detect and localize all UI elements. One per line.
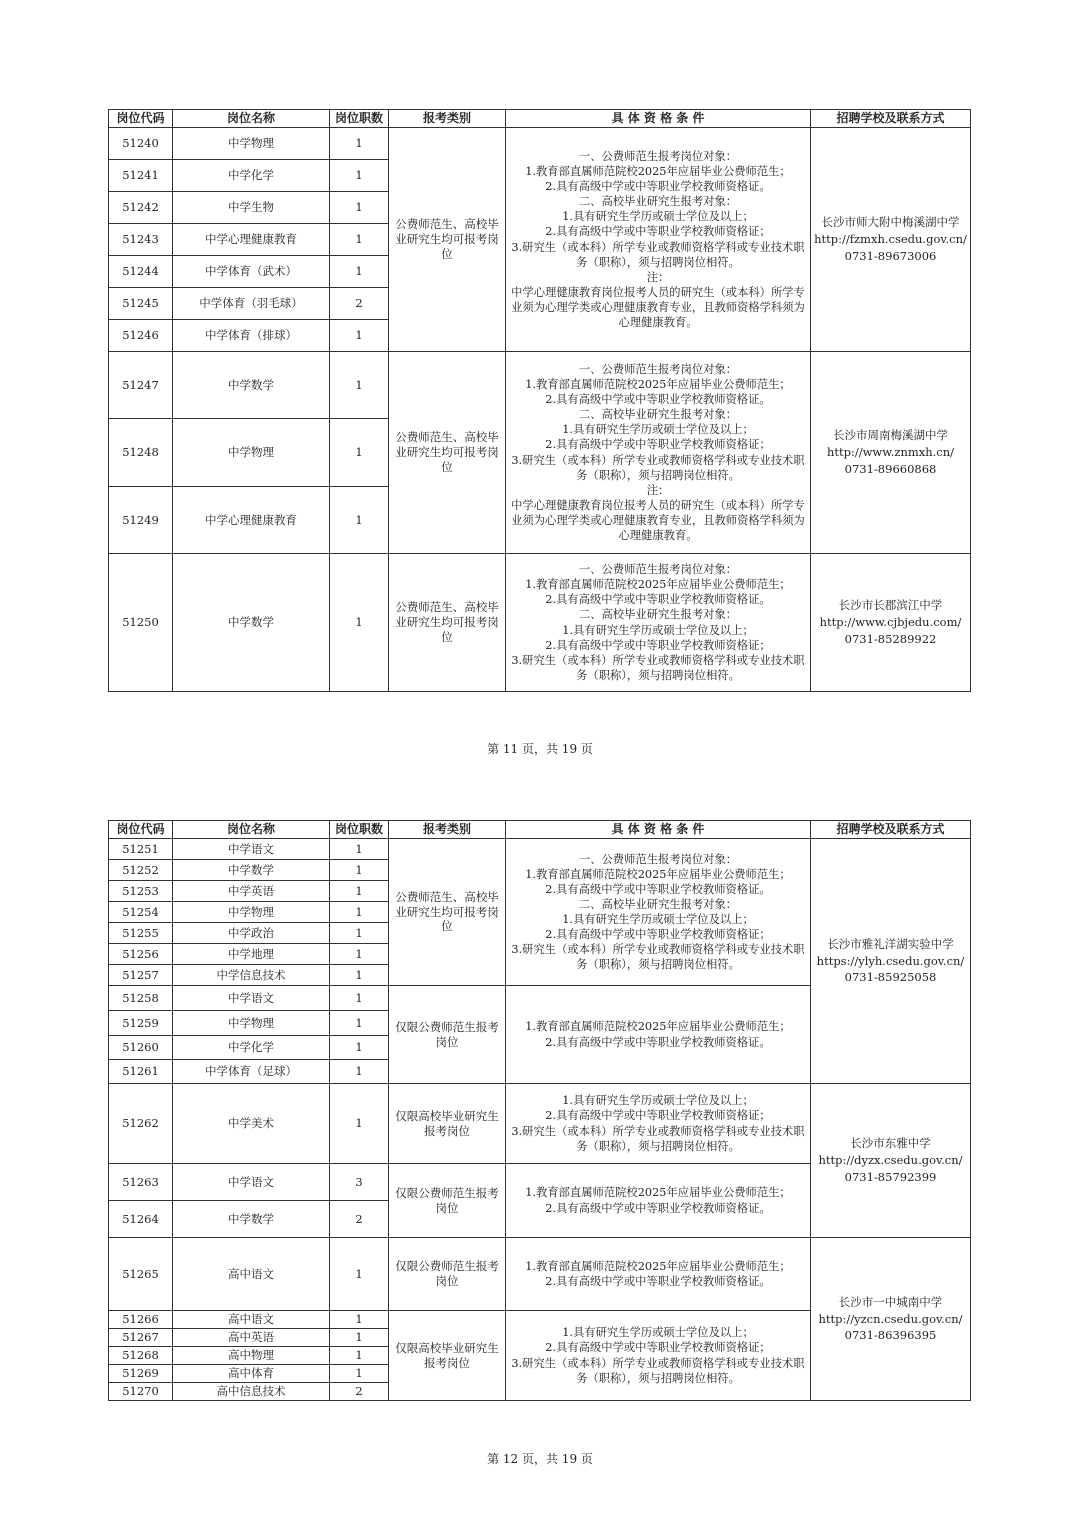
position-code: 51262 (109, 1084, 173, 1164)
header-code: 岗位代码 (109, 110, 173, 128)
requirements: 1.具有研究生学历或硕士学位及以上； 2.具有高级中学或中等职业学校教师资格证； 3.研究生（或本科）所学专业或教师资格学科或专业技术职务（职称），须与招聘岗位相符。 (506, 1084, 811, 1164)
position-code: 51269 (109, 1365, 173, 1383)
position-code: 51251 (109, 839, 173, 860)
position-name: 高中物理 (173, 1347, 330, 1365)
position-code: 51241 (109, 160, 173, 192)
position-code: 51264 (109, 1201, 173, 1238)
position-name: 中学体育（排球） (173, 320, 330, 352)
header-requirements: 具 体 资 格 条 件 (506, 821, 811, 839)
position-name: 中学心理健康教育 (173, 224, 330, 256)
position-count: 1 (330, 256, 389, 288)
page-footer-11: 第 11 页，共 19 页 (487, 742, 593, 756)
apply-type: 仅限高校毕业研究生报考岗位 (389, 1311, 506, 1401)
position-name: 高中信息技术 (173, 1383, 330, 1401)
position-code: 51267 (109, 1329, 173, 1347)
position-count: 1 (330, 1365, 389, 1383)
position-count: 1 (330, 192, 389, 224)
position-name: 中学数学 (173, 352, 330, 419)
position-count: 3 (330, 1164, 389, 1201)
position-code: 51259 (109, 1011, 173, 1036)
header-name: 岗位名称 (173, 821, 330, 839)
position-count: 1 (330, 487, 389, 554)
position-code: 51263 (109, 1164, 173, 1201)
recruitment-table-page-12 (108, 820, 971, 1401)
apply-type: 仅限公费师范生报考岗位 (389, 1164, 506, 1238)
position-count: 1 (330, 860, 389, 881)
requirements: 一、公费师范生报考岗位对象： 1.教育部直属师范院校2025年应届毕业公费师范生； 2.具有高级中学或中等职业学校教师资格证。 二、高校毕业研究生报考对象： 1.具有研究生学历或硕士学位及以上； 2.具有高级中学或中等职业学校教师资格证； 3.研究生（或本科）所学专业或教师资格学科或专业技术职务（职称），须与招聘岗位相符。 (506, 554, 811, 692)
header-type: 报考类别 (389, 821, 506, 839)
position-code: 51252 (109, 860, 173, 881)
header-school: 招聘学校及联系方式 (811, 110, 971, 128)
position-count: 1 (330, 1011, 389, 1036)
table-row (109, 1238, 971, 1311)
position-count: 1 (330, 902, 389, 923)
position-code: 51240 (109, 128, 173, 160)
header-requirements: 具 体 资 格 条 件 (506, 110, 811, 128)
table-row (109, 554, 971, 692)
position-name: 中学数学 (173, 554, 330, 692)
position-name: 中学化学 (173, 1036, 330, 1060)
position-name: 中学政治 (173, 923, 330, 944)
position-name: 高中体育 (173, 1365, 330, 1383)
apply-type: 仅限高校毕业研究生报考岗位 (389, 1084, 506, 1164)
position-name: 中学体育（武术） (173, 256, 330, 288)
position-count: 2 (330, 1201, 389, 1238)
position-code: 51253 (109, 881, 173, 902)
position-count: 1 (330, 128, 389, 160)
position-code: 51255 (109, 923, 173, 944)
table-row (109, 128, 971, 160)
position-code: 51247 (109, 352, 173, 419)
position-count: 1 (330, 944, 389, 965)
position-code: 51268 (109, 1347, 173, 1365)
position-name: 中学美术 (173, 1084, 330, 1164)
position-code: 51250 (109, 554, 173, 692)
header-school: 招聘学校及联系方式 (811, 821, 971, 839)
position-name: 中学语文 (173, 839, 330, 860)
school-contact: 长沙市一中城南中学 http://yzcn.csedu.gov.cn/ 0731-86396395 (811, 1238, 971, 1401)
position-count: 1 (330, 1347, 389, 1365)
position-code: 51261 (109, 1060, 173, 1084)
position-count: 1 (330, 1238, 389, 1311)
table-header-row (109, 110, 971, 128)
position-count: 1 (330, 160, 389, 192)
school-contact: 长沙市周南梅溪湖中学 http://www.znmxh.cn/ 0731-89660868 (811, 352, 971, 554)
position-code: 51248 (109, 419, 173, 487)
header-code: 岗位代码 (109, 821, 173, 839)
header-name: 岗位名称 (173, 110, 330, 128)
position-name: 中学地理 (173, 944, 330, 965)
apply-type: 公费师范生、高校毕业研究生均可报考岗位 (389, 554, 506, 692)
position-count: 1 (330, 320, 389, 352)
position-name: 中学物理 (173, 902, 330, 923)
requirements: 1.具有研究生学历或硕士学位及以上； 2.具有高级中学或中等职业学校教师资格证； 3.研究生（或本科）所学专业或教师资格学科或专业技术职务（职称），须与招聘岗位相符。 (506, 1311, 811, 1401)
apply-type: 仅限公费师范生报考岗位 (389, 1238, 506, 1311)
position-code: 51244 (109, 256, 173, 288)
position-name: 中学信息技术 (173, 965, 330, 986)
position-name: 中学化学 (173, 160, 330, 192)
position-count: 2 (330, 1383, 389, 1401)
position-name: 高中英语 (173, 1329, 330, 1347)
position-name: 中学物理 (173, 419, 330, 487)
apply-type: 仅限公费师范生报考岗位 (389, 986, 506, 1084)
position-count: 1 (330, 1084, 389, 1164)
table-row (109, 839, 971, 860)
header-type: 报考类别 (389, 110, 506, 128)
position-name: 高中语文 (173, 1238, 330, 1311)
header-count: 岗位职数 (330, 110, 389, 128)
position-count: 1 (330, 1329, 389, 1347)
position-count: 1 (330, 1036, 389, 1060)
position-code: 51245 (109, 288, 173, 320)
position-code: 51265 (109, 1238, 173, 1311)
position-name: 中学心理健康教育 (173, 487, 330, 554)
position-count: 1 (330, 554, 389, 692)
position-code: 51260 (109, 1036, 173, 1060)
position-code: 51258 (109, 986, 173, 1011)
position-name: 中学生物 (173, 192, 330, 224)
school-contact: 长沙市长郡滨江中学 http://www.cjbjedu.com/ 0731-85289922 (811, 554, 971, 692)
requirements: 一、公费师范生报考岗位对象： 1.教育部直属师范院校2025年应届毕业公费师范生； 2.具有高级中学或中等职业学校教师资格证。 二、高校毕业研究生报考对象： 1.具有研究生学历或硕士学位及以上； 2.具有高级中学或中等职业学校教师资格证； 3.研究生（或本科）所学专业或教师资格学科或专业技术职务（职称），须与招聘岗位相符。 注： 中学心理健康教育岗位报考人员的研究生（或本科）所学专业须为心理学类或心理健康教育专业，且教师资格学科须为心理健康教育。 (506, 352, 811, 554)
position-count: 1 (330, 1311, 389, 1329)
table-header-row (109, 821, 971, 839)
apply-type: 公费师范生、高校毕业研究生均可报考岗位 (389, 839, 506, 986)
position-name: 高中语文 (173, 1311, 330, 1329)
position-name: 中学英语 (173, 881, 330, 902)
position-code: 51246 (109, 320, 173, 352)
position-name: 中学物理 (173, 128, 330, 160)
position-code: 51254 (109, 902, 173, 923)
position-name: 中学语文 (173, 1164, 330, 1201)
position-count: 1 (330, 986, 389, 1011)
position-code: 51249 (109, 487, 173, 554)
requirements: 1.教育部直属师范院校2025年应届毕业公费师范生； 2.具有高级中学或中等职业学校教师资格证。 (506, 986, 811, 1084)
header-count: 岗位职数 (330, 821, 389, 839)
position-code: 51266 (109, 1311, 173, 1329)
position-count: 1 (330, 224, 389, 256)
apply-type: 公费师范生、高校毕业研究生均可报考岗位 (389, 352, 506, 554)
table-row (109, 1084, 971, 1164)
position-count: 1 (330, 419, 389, 487)
school-contact: 长沙市雅礼洋湖实验中学 https://ylyh.csedu.gov.cn/ 0731-85925058 (811, 839, 971, 1084)
position-name: 中学体育（羽毛球） (173, 288, 330, 320)
position-code: 51270 (109, 1383, 173, 1401)
position-code: 51242 (109, 192, 173, 224)
requirements: 1.教育部直属师范院校2025年应届毕业公费师范生； 2.具有高级中学或中等职业学校教师资格证。 (506, 1238, 811, 1311)
position-code: 51257 (109, 965, 173, 986)
position-name: 中学数学 (173, 860, 330, 881)
position-name: 中学数学 (173, 1201, 330, 1238)
position-count: 1 (330, 839, 389, 860)
position-count: 1 (330, 1060, 389, 1084)
position-name: 中学语文 (173, 986, 330, 1011)
position-code: 51256 (109, 944, 173, 965)
position-name: 中学体育（足球） (173, 1060, 330, 1084)
position-name: 中学物理 (173, 1011, 330, 1036)
position-count: 1 (330, 352, 389, 419)
position-count: 1 (330, 881, 389, 902)
position-count: 1 (330, 965, 389, 986)
table-row (109, 352, 971, 419)
requirements: 1.教育部直属师范院校2025年应届毕业公费师范生； 2.具有高级中学或中等职业学校教师资格证。 (506, 1164, 811, 1238)
page-footer-12: 第 12 页，共 19 页 (487, 1452, 593, 1466)
apply-type: 公费师范生、高校毕业研究生均可报考岗位 (389, 128, 506, 352)
position-count: 1 (330, 923, 389, 944)
school-contact: 长沙市东雅中学 http://dyzx.csedu.gov.cn/ 0731-85792399 (811, 1084, 971, 1238)
school-contact: 长沙市师大附中梅溪湖中学 http://fzmxh.csedu.gov.cn/ 0731-89673006 (811, 128, 971, 352)
requirements: 一、公费师范生报考岗位对象： 1.教育部直属师范院校2025年应届毕业公费师范生； 2.具有高级中学或中等职业学校教师资格证。 二、高校毕业研究生报考对象： 1.具有研究生学历或硕士学位及以上； 2.具有高级中学或中等职业学校教师资格证； 3.研究生（或本科）所学专业或教师资格学科或专业技术职务（职称），须与招聘岗位相符。 (506, 839, 811, 986)
requirements: 一、公费师范生报考岗位对象： 1.教育部直属师范院校2025年应届毕业公费师范生； 2.具有高级中学或中等职业学校教师资格证。 二、高校毕业研究生报考对象： 1.具有研究生学历或硕士学位及以上； 2.具有高级中学或中等职业学校教师资格证； 3.研究生（或本科）所学专业或教师资格学科或专业技术职务（职称），须与招聘岗位相符。 注： 中学心理健康教育岗位报考人员的研究生（或本科）所学专业须为心理学类或心理健康教育专业，且教师资格学科须为心理健康教育。 (506, 128, 811, 352)
position-count: 2 (330, 288, 389, 320)
position-code: 51243 (109, 224, 173, 256)
recruitment-table-page-11 (108, 109, 971, 692)
